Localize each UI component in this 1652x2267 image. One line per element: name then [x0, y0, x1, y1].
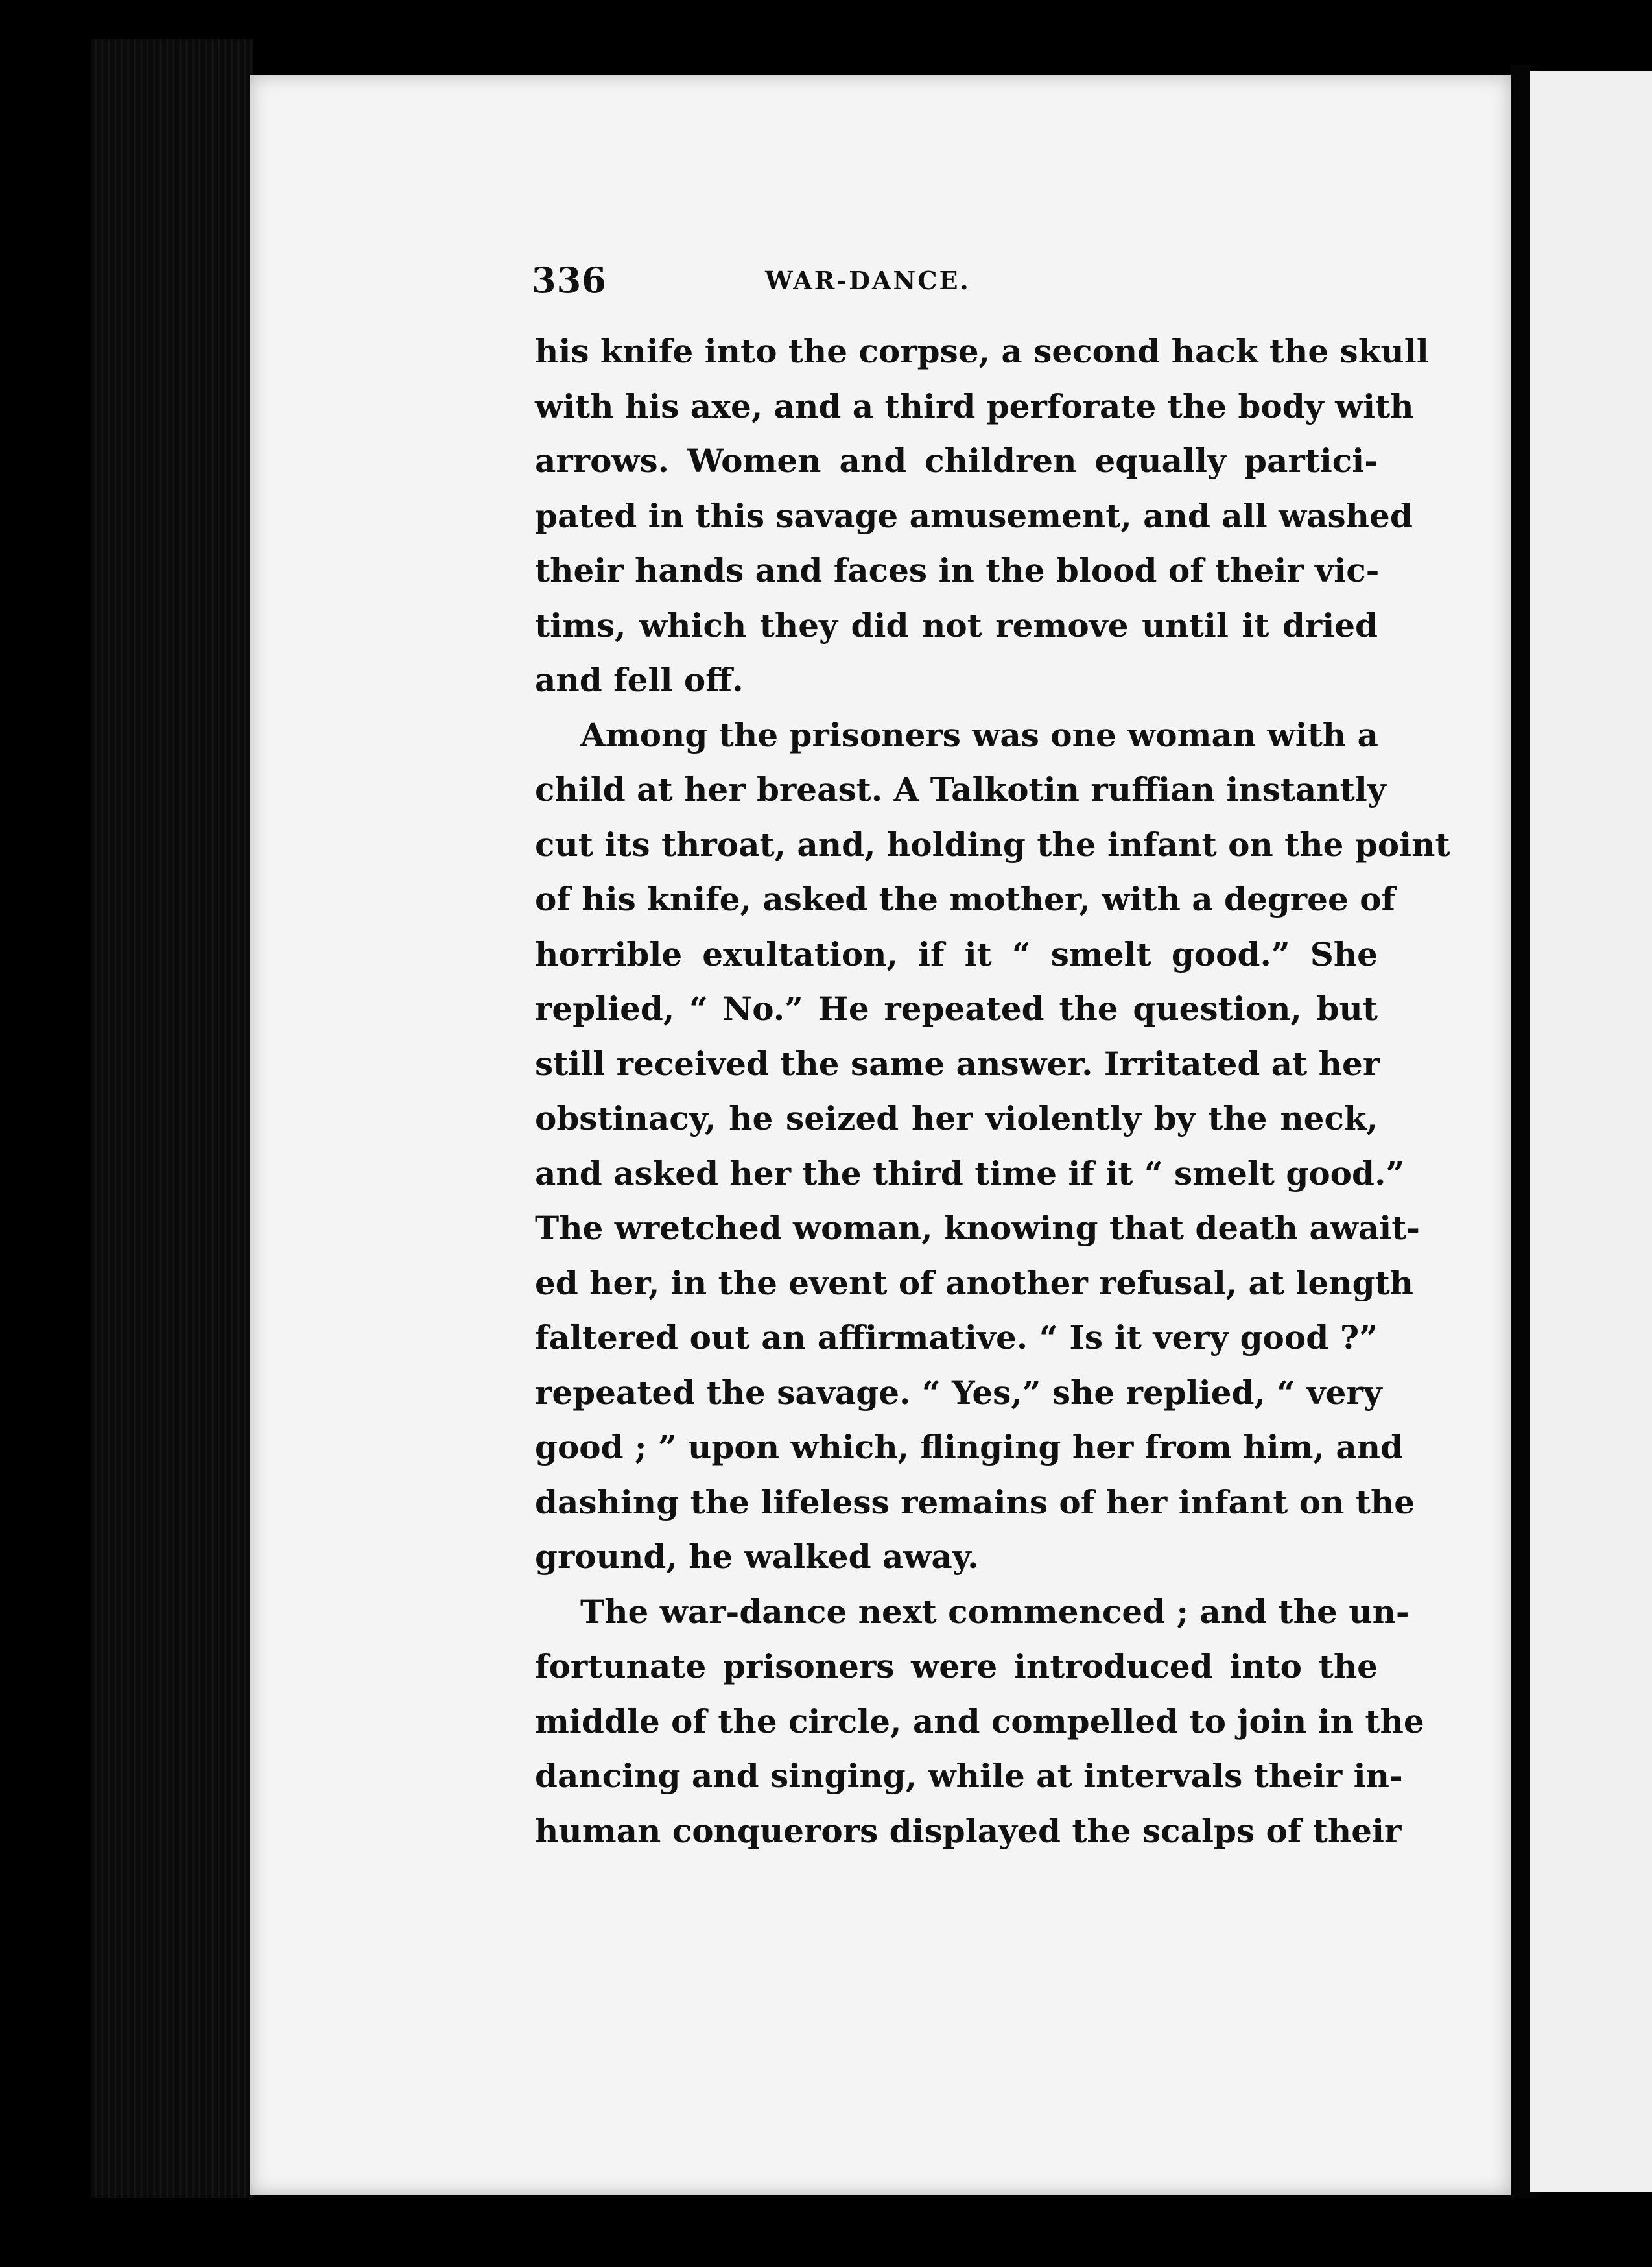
page-body [535, 324, 1450, 1858]
text-line: ground, he walked away. [535, 1537, 979, 1576]
text-line: pated in this savage amusement, and all washed [535, 496, 1413, 535]
text-line: ed her, in the event of another refusal, at length [535, 1263, 1414, 1302]
text-line: their hands and faces in the blood of their vic- [535, 551, 1380, 589]
text-line: and asked her the third time if it “ smelt good.” [535, 1154, 1405, 1193]
text-line: horrible exultation, if it “ smelt good.” She [535, 934, 1378, 973]
text-line: good ; ” upon which, flinging her from him, and [535, 1428, 1404, 1466]
text-line: middle of the circle, and compelled to join in the [535, 1702, 1424, 1740]
text-line: dancing and singing, while at intervals their in- [535, 1757, 1403, 1795]
text-line: obstinacy, he seized her violently by the neck, [535, 1099, 1378, 1137]
text-line: his knife into the corpse, a second hack the skull [535, 332, 1429, 370]
text-line: of his knife, asked the mother, with a degree of [535, 880, 1396, 918]
text-line: The war-dance next commenced ; and the un- [580, 1592, 1410, 1631]
text-line: still received the same answer. Irritated at her [535, 1044, 1380, 1083]
page-number: 336 [532, 259, 607, 301]
book-edge [91, 39, 253, 2198]
text-line: repeated the savage. “ Yes,” she replied, “ very [535, 1373, 1382, 1412]
text-line: child at her breast. A Talkotin ruffian instantly [535, 770, 1386, 809]
text-line: fortunate prisoners were introduced into the [535, 1647, 1378, 1685]
text-line: arrows. Women and children equally partici- [535, 442, 1378, 480]
text-line: human conquerors displayed the scalps of their [535, 1811, 1402, 1850]
facing-page [1530, 71, 1652, 2192]
text-line: The wretched woman, knowing that death await- [535, 1209, 1421, 1247]
paragraph-1 [535, 324, 1429, 708]
text-line: and fell off. [535, 661, 744, 699]
text-line: Among the prisoners was one woman with a [580, 715, 1378, 754]
text-line: tims, which they did not remove until it dried [535, 606, 1378, 645]
paragraph-2 [535, 708, 1450, 1585]
paragraph-3 [535, 1585, 1424, 1859]
text-line: faltered out an affirmative. “ Is it very good ?” [535, 1318, 1378, 1357]
text-line: dashing the lifeless remains of her infant on the [535, 1482, 1415, 1521]
running-head: WAR-DANCE. [765, 266, 971, 295]
text-line: cut its throat, and, holding the infant on the point [535, 825, 1450, 864]
text-line: with his axe, and a third perforate the body with [535, 386, 1414, 425]
text-line: replied, “ No.” He repeated the question, but [535, 990, 1378, 1028]
page-header [532, 259, 1368, 311]
